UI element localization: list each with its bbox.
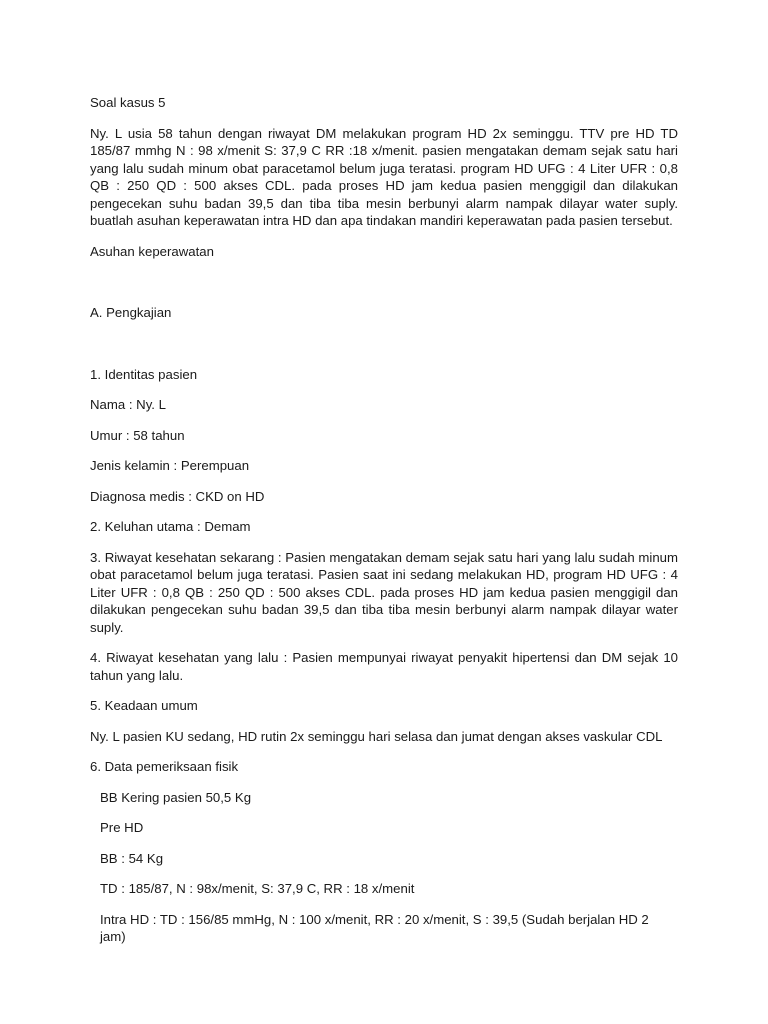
ttv-pre-line: TD : 185/87, N : 98x/menit, S: 37,9 C, RR : 18 x/menit bbox=[100, 881, 415, 896]
asuhan-heading: Asuhan keperawatan bbox=[90, 243, 214, 259]
document-title: Soal kasus 5 bbox=[90, 95, 166, 110]
bb-kering-line: BB Kering pasien 50,5 Kg bbox=[100, 789, 252, 805]
jenis-kelamin-line: Jenis kelamin : Perempuan bbox=[90, 458, 250, 473]
diagnosa-line: Diagnosa medis : CKD on HD bbox=[90, 488, 265, 504]
intra-hd-line: Intra HD : TD : 156/85 mmHg, N : 100 x/menit, RR : 20 x/menit, S : 39,5 (Sudah berjalan HD 2 jam) bbox=[100, 911, 649, 944]
bb-line: BB : 54 Kg bbox=[100, 850, 164, 866]
nama-line: Nama : Ny. L bbox=[90, 397, 166, 412]
riwayat-lalu-paragraph: 4. Riwayat kesehatan yang lalu : Pasien mempunyai riwayat penyakit hipertensi dan DM sejak 10 tahun yang lalu. bbox=[90, 650, 678, 683]
case-paragraph: Ny. L usia 58 tahun dengan riwayat DM melakukan program HD 2x seminggu. TTV pre HD TD 185/87 mmhg N : 98 x/menit S: 37,9 C RR :18 x/menit. pasien mengatakan demam sejak satu hari yang lalu sudah minum obat paracetamol belum juga teratasi. program HD UFG : 4 Liter UFR : 0,8 QB : 250 QD : 500 akses CDL. pada proses HD jam kedua pasien menggigil dan dilakukan pengecekan suhu badan 39,5 dan tiba tiba mesin berbunyi alarm nampak dilayar water suply. buatlah asuhan keperawatan intra HD dan apa tindakan mandiri keperawatan pada pasien tersebut. bbox=[90, 125, 678, 228]
pemeriksaan-heading: 6. Data pemeriksaan fisik bbox=[90, 759, 239, 774]
umur-line: Umur : 58 tahun bbox=[90, 427, 185, 443]
document-body bbox=[90, 94, 678, 959]
pre-hd-line: Pre HD bbox=[100, 820, 144, 835]
identitas-heading: 1. Identitas pasien bbox=[90, 366, 198, 382]
section-pengkajian-heading: A. Pengkajian bbox=[90, 305, 172, 320]
keluhan-line: 2. Keluhan utama : Demam bbox=[90, 519, 251, 534]
keadaan-umum-text: Ny. L pasien KU sedang, HD rutin 2x seminggu hari selasa dan jumat dengan akses vaskular CDL bbox=[90, 728, 663, 744]
keadaan-umum-heading: 5. Keadaan umum bbox=[90, 698, 198, 713]
riwayat-sekarang-paragraph: 3. Riwayat kesehatan sekarang : Pasien mengatakan demam sejak satu hari yang lalu sudah minum obat paracetamol belum juga teratasi. Pasien saat ini sedang melakukan HD, program HD UFG : 4 Liter UFR : 0,8 QB : 250 QD : 500 akses CDL. pada proses HD jam kedua pasien menggigil dan dilakukan pengecekan suhu badan 39,5 dan tiba tiba mesin berbunyi alarm nampak dilayar water suply. bbox=[90, 549, 678, 635]
